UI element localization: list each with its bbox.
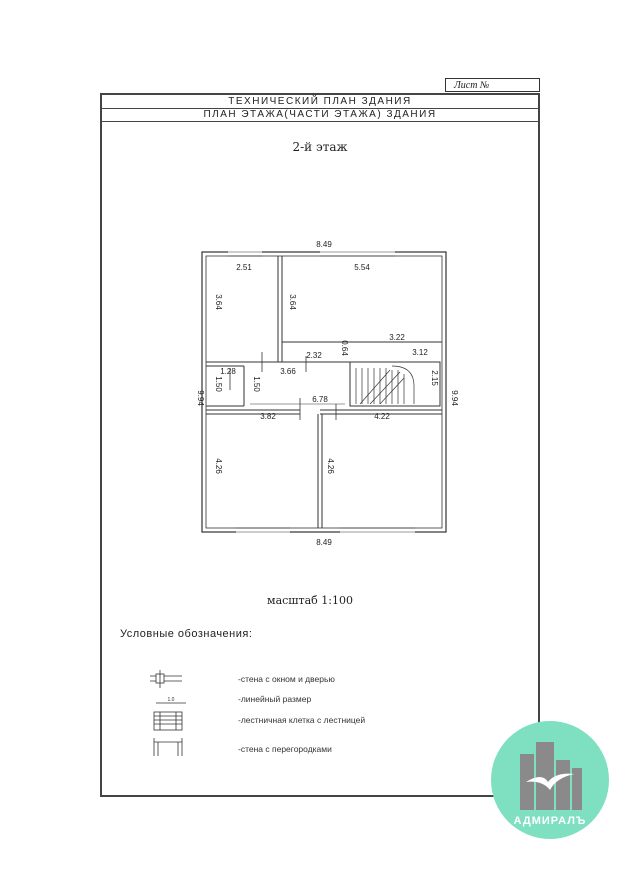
room-d-width: 4.22	[374, 412, 390, 421]
linear-dimension-sample: 1.0	[167, 697, 175, 703]
room-c-width: 3.82	[260, 412, 276, 421]
corridor-width: 2.32	[306, 351, 322, 360]
logo-text: АДМИРАЛЪ	[513, 815, 587, 827]
small-room-width: 1.28	[220, 367, 236, 376]
stair-inner: 3.12	[412, 348, 428, 357]
dim-right: 9.94	[450, 390, 459, 406]
floor-title: 2-й этаж	[292, 140, 348, 154]
room-a-height: 3.64	[214, 294, 223, 310]
small-room-partition: 1.50	[252, 376, 261, 392]
hall-width: 3.66	[280, 367, 296, 376]
document-subtitle: ПЛАН ЭТАЖА(ЧАСТИ ЭТАЖА) ЗДАНИЯ	[102, 108, 538, 122]
legend-item-staircase: -лестничная клетка с лестницей	[238, 715, 366, 725]
room-b-height: 3.64	[288, 294, 297, 310]
dim-left: 9.94	[196, 390, 205, 406]
room-c-height: 4.26	[214, 458, 223, 474]
scale-label: масштаб 1:100	[267, 594, 353, 607]
room-d-height: 4.26	[326, 458, 335, 474]
stair-depth: 0.64	[340, 340, 349, 356]
outer-wall-outer	[202, 252, 446, 532]
staircase	[356, 366, 414, 404]
room-a-width: 2.51	[236, 263, 252, 272]
staircase-icon	[154, 712, 182, 730]
legend-item-linear-dimension: -линейный размер	[238, 694, 312, 704]
dim-top: 8.49	[316, 240, 332, 249]
hall-total: 6.78	[312, 395, 328, 404]
wall-partition-icon	[154, 738, 182, 756]
sheet-number-label: Лист №	[445, 78, 540, 92]
document-title: ТЕХНИЧЕСКИЙ ПЛАН ЗДАНИЯ	[102, 95, 538, 109]
small-room-height: 1.50	[214, 376, 223, 392]
wall-window-door-icon	[150, 670, 182, 688]
legend-item-wall-window-door: -стена с окном и дверью	[238, 674, 335, 684]
admiral-logo	[490, 720, 610, 840]
legend-item-wall-partition: -стена с перегородками	[238, 744, 332, 754]
stair-width: 3.22	[389, 333, 405, 342]
stair-height: 2.15	[430, 370, 439, 386]
legend-title: Условные обозначения:	[120, 628, 253, 640]
dim-bottom: 8.49	[316, 538, 332, 547]
outer-wall-inner	[206, 256, 442, 528]
room-b-width: 5.54	[354, 263, 370, 272]
